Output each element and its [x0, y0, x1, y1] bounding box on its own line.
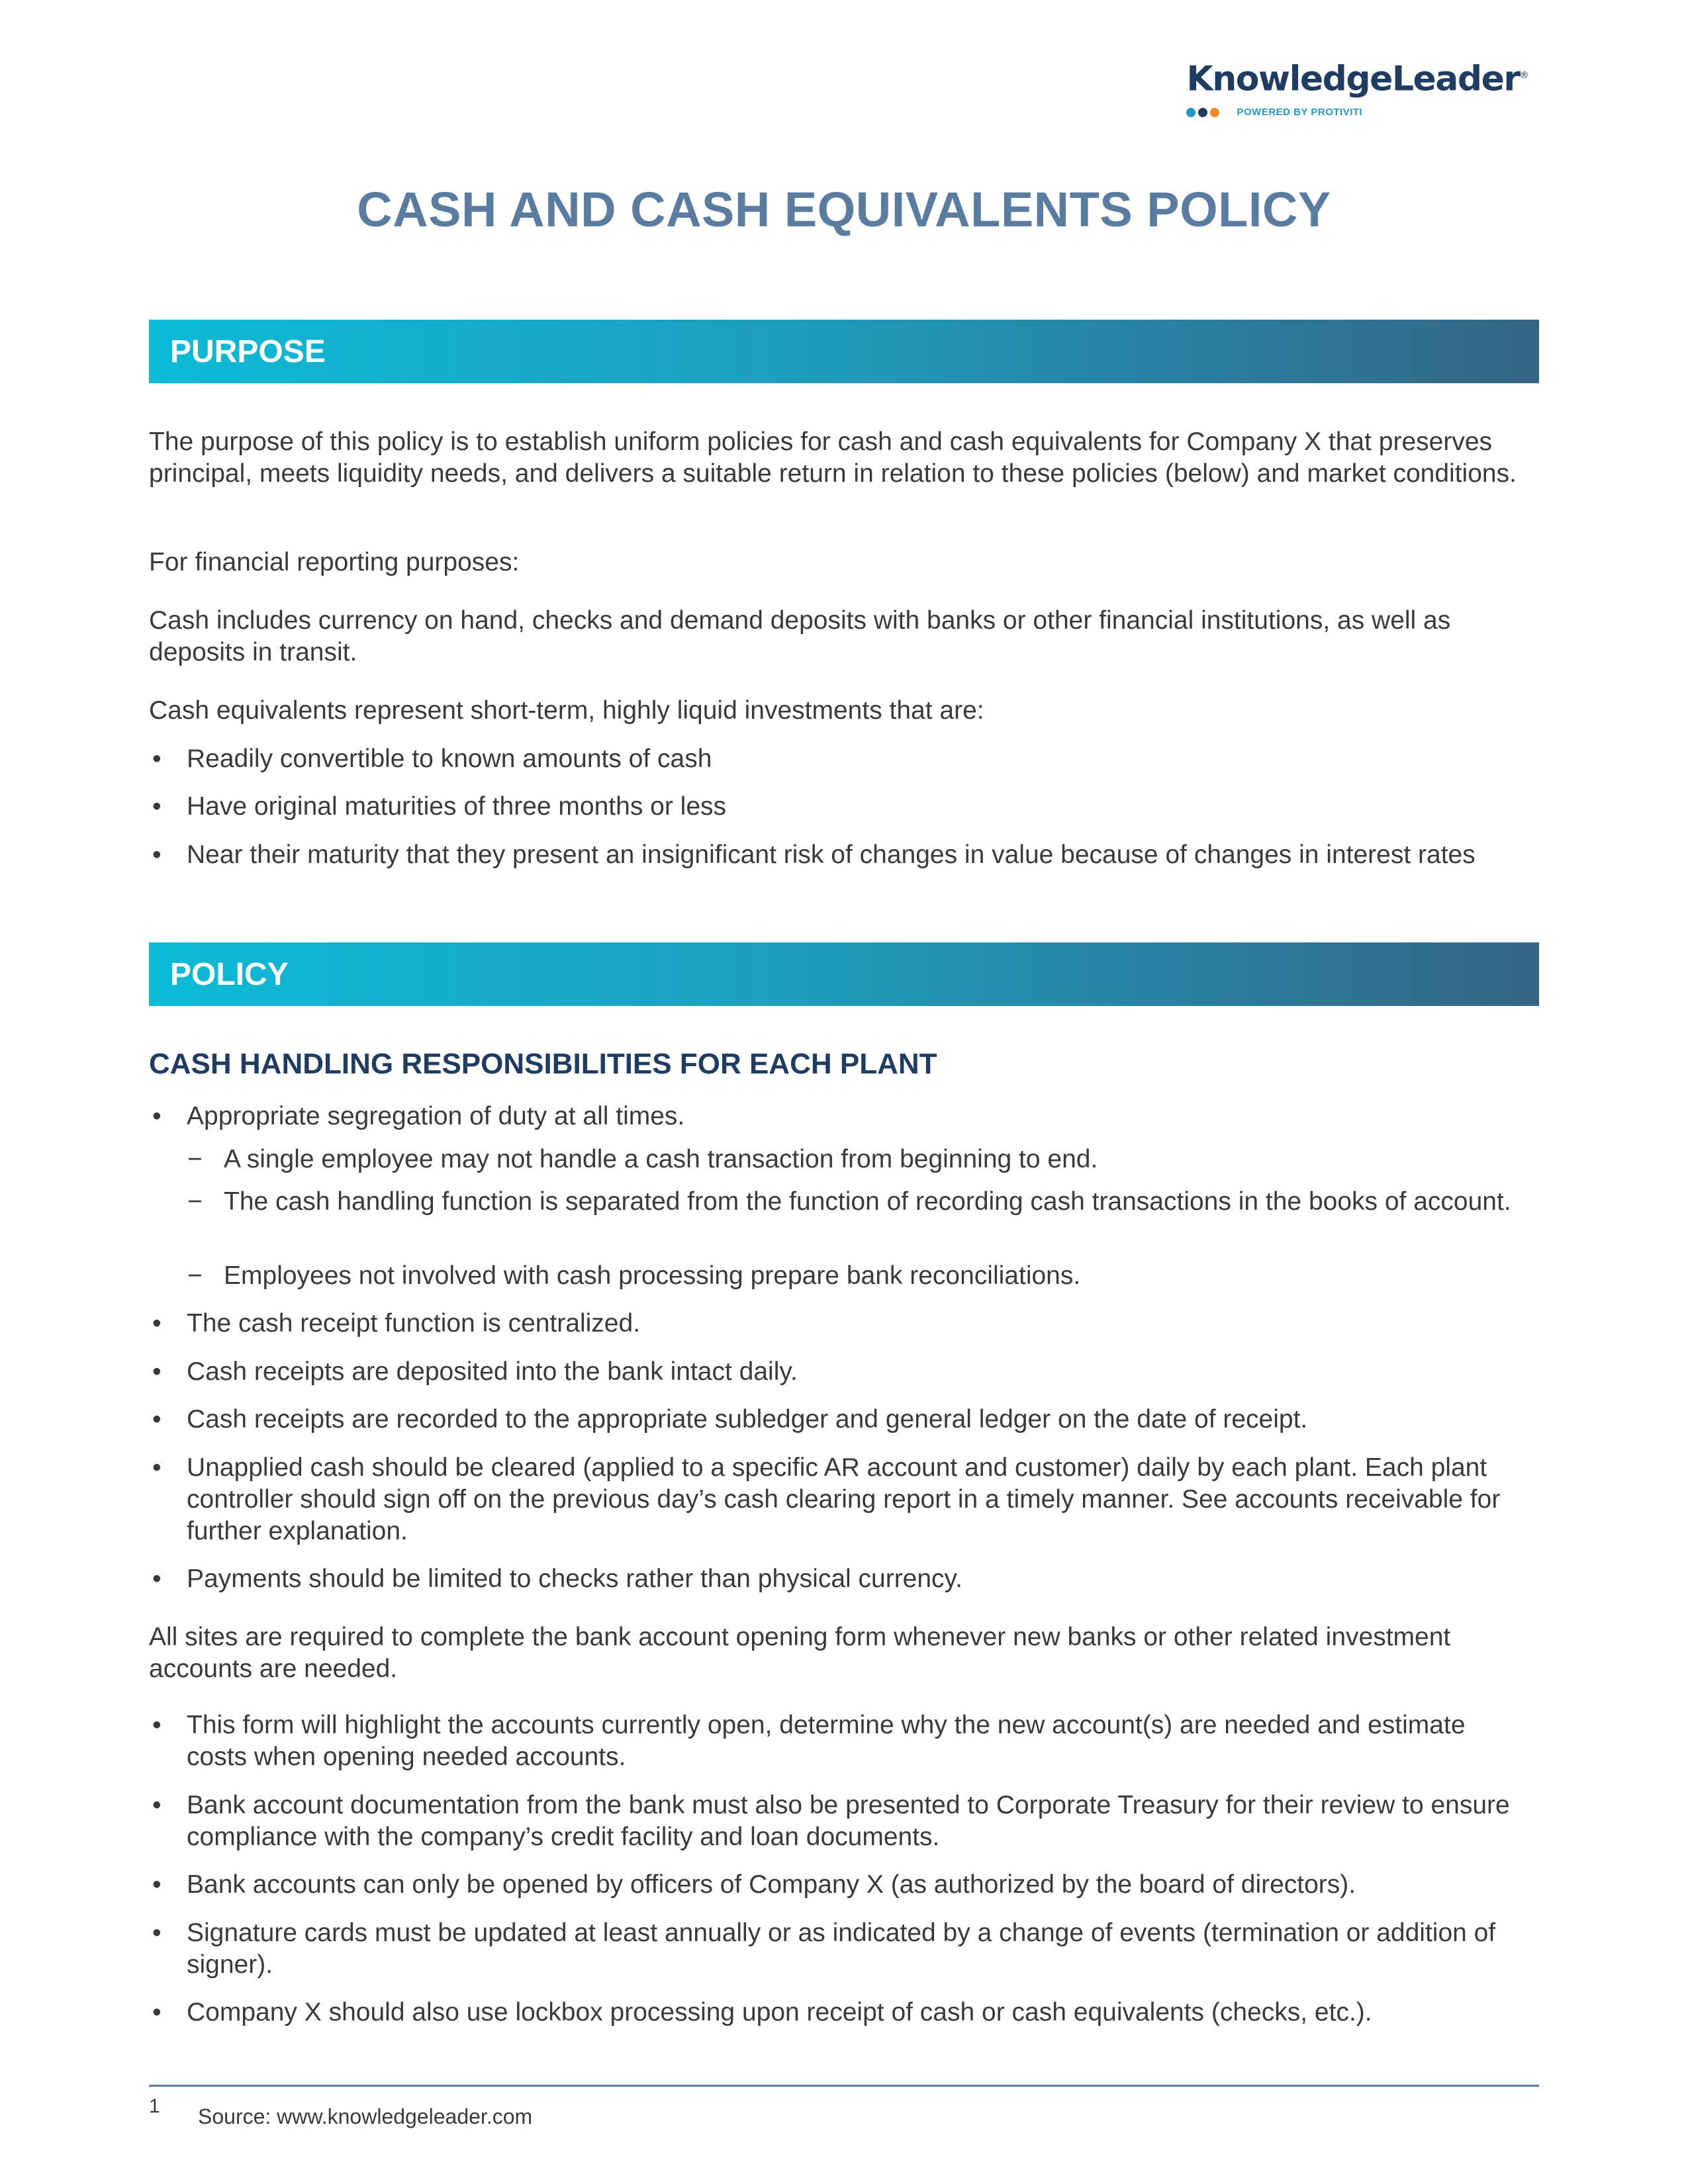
list-item: − Employees not involved with cash processing prepare bank reconciliations.	[149, 1260, 1539, 1292]
logo-tagline-row	[1186, 107, 1528, 118]
list-item: • Signature cards must be updated at least annually or as indicated by a change of events (termination or addition of signer).	[152, 1919, 1496, 1979]
list-item: − A single employee may not handle a cash transaction from beginning to end.	[149, 1144, 1539, 1175]
bullet-icon: •	[152, 1309, 162, 1338]
list-item: • Appropriate segregation of duty at all times.	[149, 1101, 1539, 1132]
list-item: • The cash receipt function is centralized.	[149, 1308, 1539, 1340]
purpose-paragraph-4: Cash equivalents represent short-term, highly liquid investments that are:	[149, 696, 984, 725]
bullet-icon: •	[152, 1405, 162, 1433]
list-item: • Cash receipts are recorded to the appropriate subledger and general ledger on the date of receipt.	[149, 1404, 1539, 1435]
list-item: • Company X should also use lockbox processing upon receipt of cash or cash equivalents (checks, etc.).	[149, 1997, 1539, 2028]
bullet-icon: •	[152, 841, 162, 869]
bullet-icon: •	[152, 1453, 162, 1482]
footer-source: Source: www.knowledgeleader.com	[198, 2105, 533, 2128]
dash-icon: −	[187, 1261, 203, 1290]
logo-dot-icon	[1198, 108, 1207, 117]
logo-tagline: POWERED BY PROTIVITI	[1237, 107, 1363, 118]
footer-divider	[149, 2085, 1539, 2087]
list-item: • Cash receipts are deposited into the bank intact daily.	[149, 1356, 1539, 1388]
list-item: • Bank accounts can only be opened by officers of Company X (as authorized by the board of directors).	[149, 1869, 1539, 1901]
sites-paragraph: All sites are required to complete the bank account opening form whenever new banks or other related investment accounts are needed.	[149, 1623, 1451, 1683]
purpose-paragraph-2: For financial reporting purposes:	[149, 548, 520, 576]
bullet-icon: •	[152, 1102, 162, 1130]
logo-wordmark: KnowledgeLeader®	[1186, 59, 1528, 99]
list-item: − The cash handling function is separated from the function of recording cash transactions in the books of account.	[149, 1186, 1539, 1218]
dash-icon: −	[187, 1145, 203, 1173]
logo-dot-icon	[1186, 108, 1196, 117]
list-item: • Bank account documentation from the bank must also be presented to Corporate Treasury for their review to ensure compliance with the company’s credit facility and loan documents.	[152, 1791, 1510, 1851]
purpose-paragraph-3: Cash includes currency on hand, checks and demand deposits with banks or other financial institutions, as well as deposits in transit.	[149, 606, 1451, 666]
logo-dot-icon	[1210, 108, 1219, 117]
list-item: • Payments should be limited to checks rather than physical currency.	[149, 1563, 1539, 1595]
bullet-icon: •	[152, 1565, 162, 1593]
section-header-policy: POLICY	[149, 942, 1539, 1006]
purpose-paragraph-1: The purpose of this policy is to establish uniform policies for cash and cash equivalents for Company X that preserves principal, meets liquidity needs, and delivers a suitable return in relation to these policies (below) and market conditions.	[149, 428, 1517, 488]
bullet-icon: •	[152, 1791, 162, 1819]
list-item: • Readily convertible to known amounts of cash	[149, 743, 1539, 775]
bullet-icon: •	[152, 792, 162, 821]
list-item: • Unapplied cash should be cleared (applied to a specific AR account and customer) daily by each plant. Each plant controller should sign off on the previous day’s cash clearing report in a timely manner. See accounts receivable for further explanation.	[152, 1453, 1501, 1545]
document-title: CASH AND CASH EQUIVALENTS POLICY	[357, 182, 1331, 237]
page-number: 1	[149, 2095, 160, 2117]
list-item: • Near their maturity that they present an insignificant risk of changes in value because of changes in interest rates	[149, 839, 1539, 871]
bullet-icon: •	[152, 745, 162, 773]
bullet-icon: •	[152, 1870, 162, 1899]
list-item: • This form will highlight the accounts currently open, determine why the new account(s) are needed and estimate costs when opening needed accounts.	[152, 1711, 1466, 1771]
dash-icon: −	[187, 1187, 203, 1216]
bullet-icon: •	[152, 1919, 162, 1947]
knowledgeleader-logo	[1186, 56, 1528, 118]
bullet-icon: •	[152, 1357, 162, 1386]
subsection-heading: CASH HANDLING RESPONSIBILITIES FOR EACH PLANT	[149, 1048, 937, 1080]
list-item: • Have original maturities of three months or less	[149, 791, 1539, 823]
bullet-icon: •	[152, 1998, 162, 2026]
section-header-purpose: PURPOSE	[149, 320, 1539, 383]
bullet-icon: •	[152, 1711, 162, 1739]
